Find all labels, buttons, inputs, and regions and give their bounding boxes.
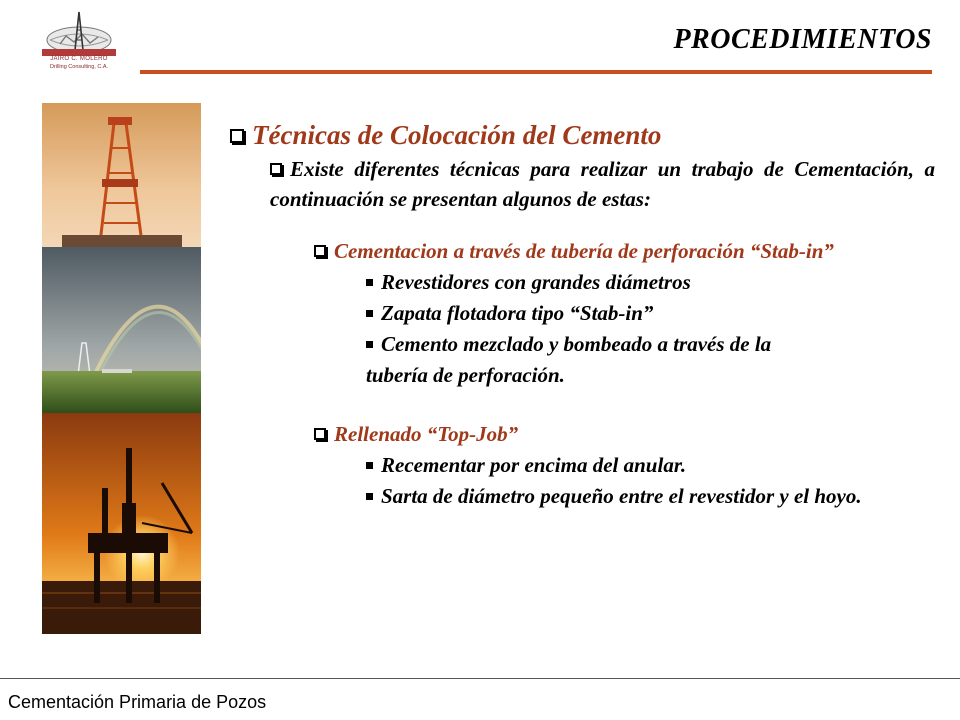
offshore-rig-photo-icon — [42, 413, 201, 634]
rainbow-field-photo-icon — [42, 247, 201, 413]
derrick-globe-logo-icon — [36, 10, 122, 56]
list-item — [366, 450, 935, 481]
group-heading-stab-in — [314, 236, 935, 267]
drilling-photo-strip — [42, 103, 201, 634]
page-title: PROCEDIMIENTOS — [673, 24, 932, 55]
footer-caption: Cementación Primaria de Pozos — [8, 692, 267, 712]
section-heading-text: Técnicas de Colocación del Cemento — [252, 120, 662, 150]
list-item — [366, 298, 935, 329]
group-heading-top-job — [314, 419, 935, 450]
main-content — [230, 118, 935, 512]
hollow-square-icon — [314, 245, 326, 257]
group-heading-text: Cementacion a través de tubería de perforación “Stab-in” — [334, 239, 834, 263]
header-divider — [140, 70, 932, 74]
list-item — [366, 267, 935, 298]
hollow-square-icon — [270, 163, 282, 175]
filled-square-icon — [366, 310, 373, 317]
filled-square-icon — [366, 341, 373, 348]
footer-divider — [0, 678, 960, 679]
filled-square-icon — [366, 493, 373, 500]
list-item-text: Cemento mezclado y bombeado a través de la tubería de perforación. — [366, 332, 772, 387]
list-item-text: Recementar por encima del anular. — [381, 453, 687, 477]
intro-text: Existe diferentes técnicas para realizar un trabajo de Cementación, a continuación se presentan algunos de estas: — [270, 157, 935, 211]
logo-company-subtitle: Drilling Consulting, C.A. — [49, 64, 109, 70]
hollow-square-icon — [314, 428, 326, 440]
filled-square-icon — [366, 462, 373, 469]
logo-company-name: JAIRO C. MOLERO — [50, 56, 108, 62]
filled-square-icon — [366, 279, 373, 286]
hollow-square-icon — [230, 129, 244, 143]
section-heading — [230, 118, 935, 152]
list-item — [366, 481, 935, 512]
list-item-text: Sarta de diámetro pequeño entre el revestidor y el hoyo. — [381, 484, 862, 508]
derrick-photo-icon — [42, 103, 201, 247]
list-item-text: Revestidores con grandes diámetros — [381, 270, 691, 294]
intro-paragraph — [270, 154, 935, 214]
group-heading-text: Rellenado “Top-Job” — [334, 422, 519, 446]
list-item-text: Zapata flotadora tipo “Stab-in” — [381, 301, 654, 325]
list-item — [366, 329, 935, 391]
company-logo — [36, 10, 122, 72]
